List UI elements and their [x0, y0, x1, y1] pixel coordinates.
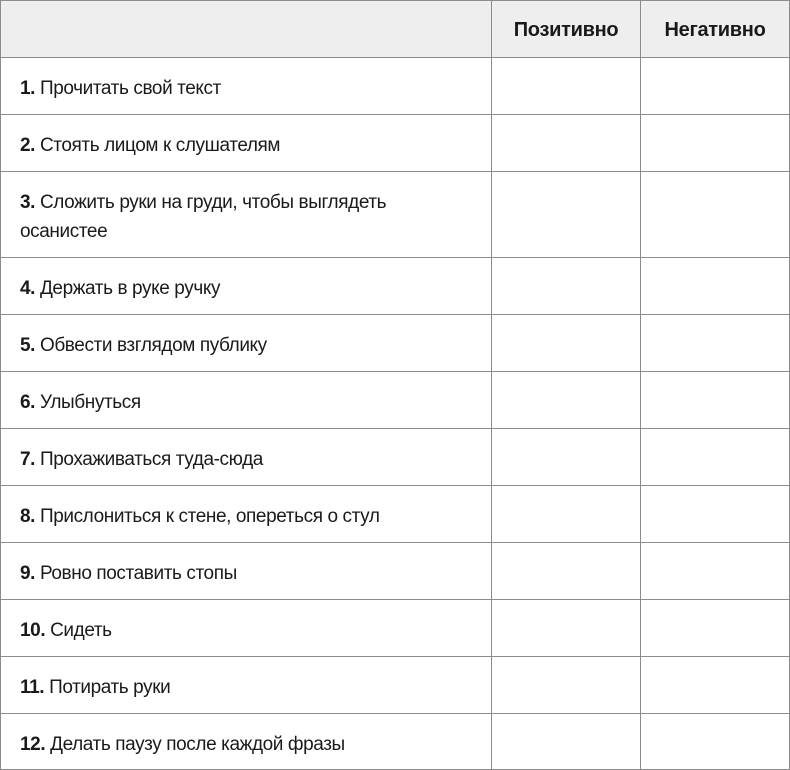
negative-answer-cell[interactable]	[641, 486, 789, 543]
positive-answer-cell[interactable]	[492, 58, 641, 115]
positive-answer-cell[interactable]	[492, 372, 641, 429]
positive-answer-cell[interactable]	[492, 543, 641, 600]
negative-answer-cell[interactable]	[641, 172, 789, 258]
item-number: 10.	[20, 619, 46, 641]
item-label: Делать паузу после каждой фразы	[50, 733, 345, 755]
table-row-item	[1, 600, 492, 657]
item-text	[20, 445, 263, 474]
item-text	[20, 131, 280, 160]
item-label: Ровно поставить стопы	[39, 562, 237, 584]
negative-answer-cell[interactable]	[641, 58, 789, 115]
item-number: 7.	[20, 448, 36, 470]
positive-answer-cell[interactable]	[492, 258, 641, 315]
negative-answer-cell[interactable]	[641, 372, 789, 429]
item-text	[20, 559, 237, 588]
item-text	[20, 502, 380, 531]
header-cell-negative: Негативно	[641, 1, 789, 58]
item-text	[20, 188, 477, 246]
evaluation-grid	[1, 1, 789, 770]
table-row-item	[1, 429, 492, 486]
item-label: Держать в руке ручку	[39, 277, 221, 299]
table-row-item	[1, 115, 492, 172]
table-row-item	[1, 714, 492, 770]
item-number: 1.	[20, 77, 36, 99]
item-number: 11.	[20, 676, 45, 698]
table-row-item	[1, 58, 492, 115]
table-row-item	[1, 372, 492, 429]
item-label: Обвести взглядом публику	[39, 334, 267, 356]
item-text	[20, 74, 221, 103]
item-number: 6.	[20, 391, 36, 413]
item-text	[20, 673, 170, 702]
item-number: 8.	[20, 505, 36, 527]
positive-answer-cell[interactable]	[492, 714, 641, 770]
positive-answer-cell[interactable]	[492, 315, 641, 372]
item-label: Улыбнуться	[39, 391, 141, 413]
negative-answer-cell[interactable]	[641, 315, 789, 372]
item-label: Прочитать свой текст	[39, 77, 221, 99]
item-label: Сложить руки на груди, чтобы выглядеть осанистее	[20, 191, 387, 242]
header-cell-item	[1, 1, 492, 58]
item-text	[20, 331, 267, 360]
item-number: 9.	[20, 562, 36, 584]
item-number: 4.	[20, 277, 36, 299]
item-label: Потирать руки	[49, 676, 171, 698]
item-number: 12.	[20, 733, 46, 755]
negative-answer-cell[interactable]	[641, 657, 789, 714]
positive-answer-cell[interactable]	[492, 115, 641, 172]
table-row-item	[1, 315, 492, 372]
negative-answer-cell[interactable]	[641, 543, 789, 600]
table-row-item	[1, 486, 492, 543]
item-text	[20, 388, 141, 417]
positive-answer-cell[interactable]	[492, 429, 641, 486]
positive-answer-cell[interactable]	[492, 172, 641, 258]
negative-answer-cell[interactable]	[641, 115, 789, 172]
item-label: Стоять лицом к слушателям	[39, 134, 281, 156]
item-number: 5.	[20, 334, 36, 356]
item-label: Прохаживаться туда-сюда	[39, 448, 263, 470]
negative-answer-cell[interactable]	[641, 714, 789, 770]
item-number: 2.	[20, 134, 36, 156]
table-row-item	[1, 172, 492, 258]
item-number: 3.	[20, 191, 36, 213]
item-text	[20, 730, 345, 759]
item-label: Прислониться к стене, опереться о стул	[39, 505, 380, 527]
item-label: Сидеть	[50, 619, 112, 641]
positive-answer-cell[interactable]	[492, 486, 641, 543]
negative-answer-cell[interactable]	[641, 258, 789, 315]
negative-answer-cell[interactable]	[641, 429, 789, 486]
table-row-item	[1, 258, 492, 315]
positive-answer-cell[interactable]	[492, 657, 641, 714]
table-row-item	[1, 543, 492, 600]
negative-answer-cell[interactable]	[641, 600, 789, 657]
item-text	[20, 616, 112, 645]
header-cell-positive: Позитивно	[492, 1, 641, 58]
item-text	[20, 274, 220, 303]
table-row-item	[1, 657, 492, 714]
positive-answer-cell[interactable]	[492, 600, 641, 657]
